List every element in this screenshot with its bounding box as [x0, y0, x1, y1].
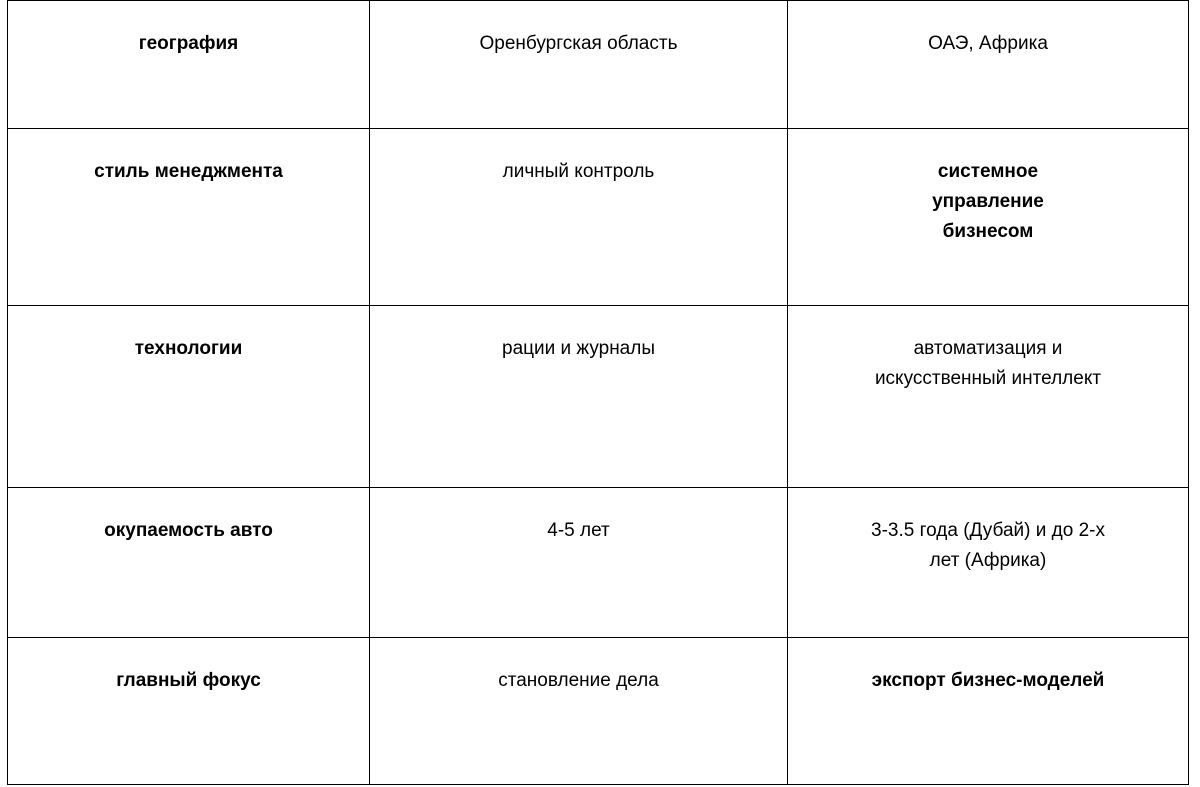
row-label: стиль менеджмента [94, 161, 283, 182]
after-value: автоматизация и искусственный интеллект [874, 338, 1102, 389]
table-row [8, 1, 1189, 129]
after-cell [788, 306, 1189, 488]
row-label-cell [8, 638, 370, 785]
row-label: главный фокус [116, 670, 261, 691]
table-row [8, 488, 1189, 638]
table-row [8, 638, 1189, 785]
before-value: личный контроль [502, 161, 655, 182]
before-cell [370, 129, 788, 306]
before-value: рации и журналы [502, 338, 655, 359]
after-value: ОАЭ, Африка [928, 33, 1048, 54]
table-row [8, 306, 1189, 488]
row-label: технологии [134, 338, 243, 359]
before-cell [370, 638, 788, 785]
table-row [8, 129, 1189, 306]
before-cell [370, 488, 788, 638]
comparison-table [7, 0, 1189, 785]
after-value: системное управление бизнесом [932, 161, 1044, 242]
before-value: 4-5 лет [547, 520, 610, 541]
before-cell [370, 306, 788, 488]
after-cell [788, 488, 1189, 638]
after-cell [788, 1, 1189, 129]
after-cell [788, 638, 1189, 785]
row-label-cell [8, 488, 370, 638]
before-value: Оренбургская область [479, 33, 678, 54]
after-value: экспорт бизнес-моделей [871, 670, 1105, 691]
row-label: география [138, 33, 239, 54]
row-label-cell [8, 306, 370, 488]
before-value: становление дела [498, 670, 659, 691]
after-cell [788, 129, 1189, 306]
after-value: 3-3.5 года (Дубай) и до 2-х лет (Африка) [871, 520, 1105, 571]
before-cell [370, 1, 788, 129]
row-label-cell [8, 1, 370, 129]
row-label: окупаемость авто [104, 520, 273, 541]
row-label-cell [8, 129, 370, 306]
